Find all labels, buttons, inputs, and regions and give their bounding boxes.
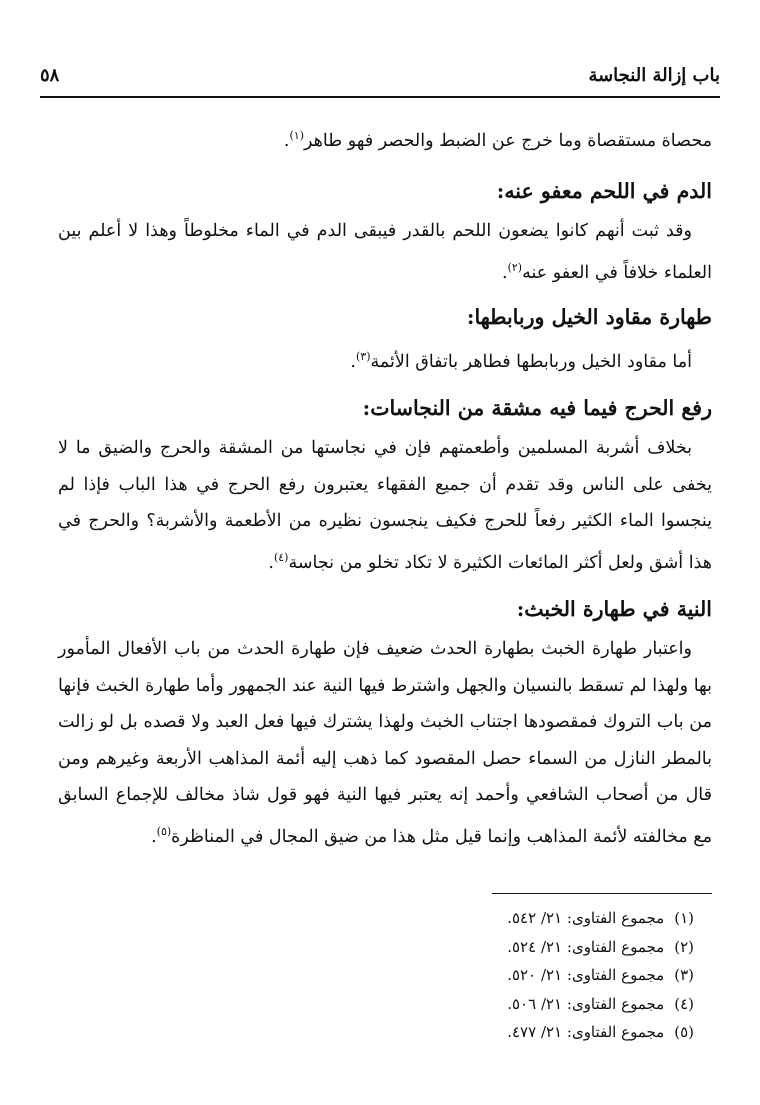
footnote-divider bbox=[492, 893, 712, 894]
footnote-ref[interactable]: (٤) bbox=[273, 550, 289, 564]
footnote-ref[interactable]: (١) bbox=[289, 129, 304, 142]
footnote-item: (٤)مجموع الفتاوى: ٢١/ ٥٠٦. bbox=[507, 994, 694, 1013]
section-paragraph: وقد ثبت أنهم كانوا يضعون اللحم بالقدر فيبقى الدم في الماء مخلوطاً وهذا لا أعلم بين العلماء خلافاً في العفو عنه$^{(٢)}$. bbox=[58, 221, 712, 283]
header-divider bbox=[40, 96, 720, 98]
running-header bbox=[40, 60, 720, 90]
section-paragraph: بخلاف أشربة المسلمين وأطعمتهم فإن في نجاستها من المشقة والحرج والضيق ما لا يخفى على الناس وقد تقدم أن جميع الفقهاء يعتبرون رفع الحرج في هذا الباب فإذا لم ينجسوا الماء الكثير رفعاً للحرج فكيف ينجسون نظيره من الأطعمة والأشربة؟ والحرج في هذا أشق ولعل أكثر المائعات الكثيرة لا تكاد تخلو من نجاسة$^{(٤)}$. bbox=[58, 438, 712, 573]
footnote-ref[interactable]: (٢) bbox=[507, 260, 523, 274]
section-paragraph: واعتبار طهارة الخبث بطهارة الحدث ضعيف فإن طهارة الحدث من باب الأفعال المأمور بها ولهذا لم تسقط بالنسيان والجهل واشترط فيها النية عند الجمهور وأما طهارة الخبث فإنها من باب التروك فمقصودها اجتناب الخبث ولهذا يشترك فيها فعل العبد ولا قصده بل لو زالت بالمطر النازل من السماء حصل المقصود كما ذهب إليه أئمة المذاهب الأربعة وغيرهم ومن قال من أصحاب الشافعي وأحمد إنه يعتبر فيها النية فهو قول شاذ مخالف للإجماع السابق مع مخالفته لأئمة المذاهب وإنما قيل مثل هذا من ضيق المجال في المناظرة$^{(٥)}$. bbox=[58, 639, 712, 847]
section-heading: الدم في اللحم معفو عنه: bbox=[496, 179, 712, 204]
section-heading: رفع الحرج فيما فيه مشقة من النجاسات: bbox=[362, 396, 712, 421]
footnote-item: (٢)مجموع الفتاوى: ٢١/ ٥٢٤. bbox=[507, 937, 694, 956]
footnote-item: (٣)مجموع الفتاوى: ٢١/ ٥٢٠. bbox=[507, 966, 694, 984]
section-heading: النية في طهارة الخبث: bbox=[516, 597, 712, 622]
section-paragraph: أما مقاود الخيل وربابطها فطاهر باتفاق الأئمة$^{(٣)}$. bbox=[350, 350, 692, 372]
footnote-item: (٥)مجموع الفتاوى: ٢١/ ٤٧٧. bbox=[507, 1023, 694, 1041]
footnotes bbox=[394, 904, 694, 1047]
footnote-item: (١)مجموع الفتاوى: ٢١/ ٥٤٢. bbox=[507, 909, 694, 927]
footnote-ref[interactable]: (٣) bbox=[355, 350, 371, 364]
chapter-title: باب إزالة النجاسة bbox=[588, 64, 720, 86]
section-heading: طهارة مقاود الخيل وربابطها: bbox=[466, 305, 712, 330]
footnote-ref[interactable]: (٥) bbox=[156, 824, 172, 838]
page-number: ٥٨ bbox=[40, 64, 60, 86]
intro-paragraph: محصاة مستقصاة وما خرج عن الضبط والحصر فهو طاهر$^{(١)}$. bbox=[283, 129, 712, 151]
main-text bbox=[58, 118, 712, 855]
